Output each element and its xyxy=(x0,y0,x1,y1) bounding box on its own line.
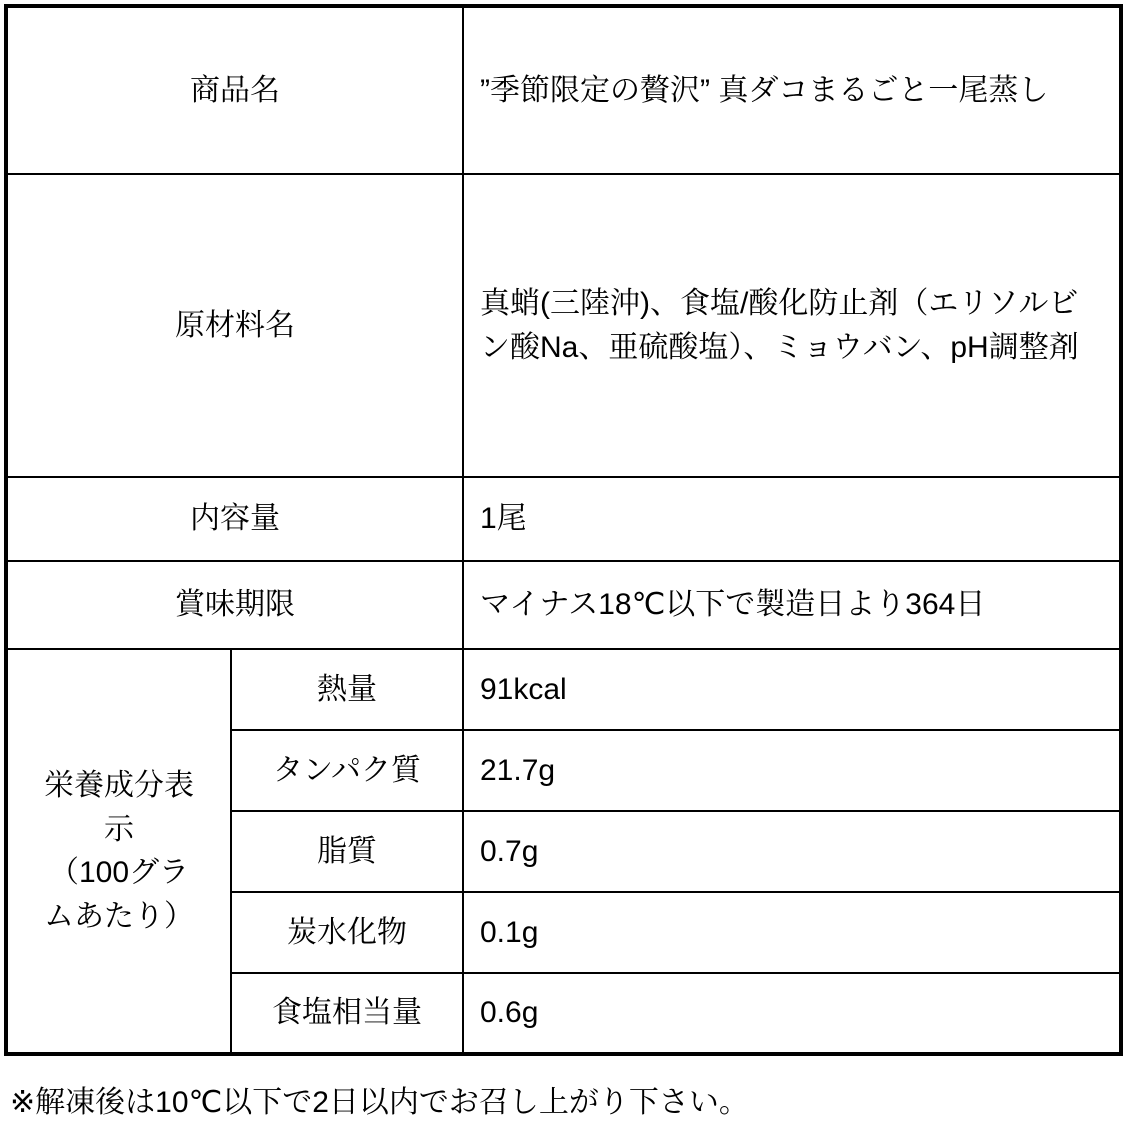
row-label-expiry: 賞味期限 xyxy=(6,561,463,649)
nutrition-item-value: 0.7g xyxy=(463,811,1121,892)
product-label-sheet xyxy=(0,4,1127,1139)
row-label-nutrition xyxy=(6,649,231,1054)
nutrition-item-value: 0.1g xyxy=(463,892,1121,973)
nutrition-label-line-1: 栄養成分表 xyxy=(44,769,194,802)
row-label-volume: 内容量 xyxy=(6,477,463,561)
nutrition-item-name: 食塩相当量 xyxy=(231,973,463,1054)
table-row xyxy=(6,477,1121,561)
nutrition-item-name: タンパク質 xyxy=(231,730,463,811)
table-row xyxy=(6,174,1121,477)
row-value-volume: 1尾 xyxy=(463,477,1121,561)
nutrition-item-value: 21.7g xyxy=(463,730,1121,811)
table-row xyxy=(6,649,1121,730)
row-value-expiry: マイナス18℃以下で製造日より364日 xyxy=(463,561,1121,649)
table-row xyxy=(6,6,1121,174)
row-label-product-name: 商品名 xyxy=(6,6,463,174)
row-label-ingredients: 原材料名 xyxy=(6,174,463,477)
product-spec-table xyxy=(4,4,1123,1056)
nutrition-label-line-3: （100グラ xyxy=(48,856,190,889)
nutrition-label-line-2: 示 xyxy=(104,812,134,846)
nutrition-label-line-4: ムあたり） xyxy=(44,899,194,933)
table-row xyxy=(6,561,1121,649)
nutrition-item-value: 0.6g xyxy=(463,973,1121,1054)
row-value-product-name: ”季節限定の贅沢” 真ダコまるごと一尾蒸し xyxy=(463,6,1121,174)
nutrition-item-name: 脂質 xyxy=(231,811,463,892)
nutrition-item-value: 91kcal xyxy=(463,649,1121,730)
storage-note: ※解凍後は10℃以下で2日以内でお召し上がり下さい。 xyxy=(4,1063,1123,1135)
nutrition-item-name: 熱量 xyxy=(231,649,463,730)
nutrition-item-name: 炭水化物 xyxy=(231,892,463,973)
row-value-ingredients: 真蛸(三陸沖)、食塩/酸化防止剤（エリソルビン酸Na、亜硫酸塩）、ミョウバン、pH調整剤 xyxy=(463,174,1121,477)
